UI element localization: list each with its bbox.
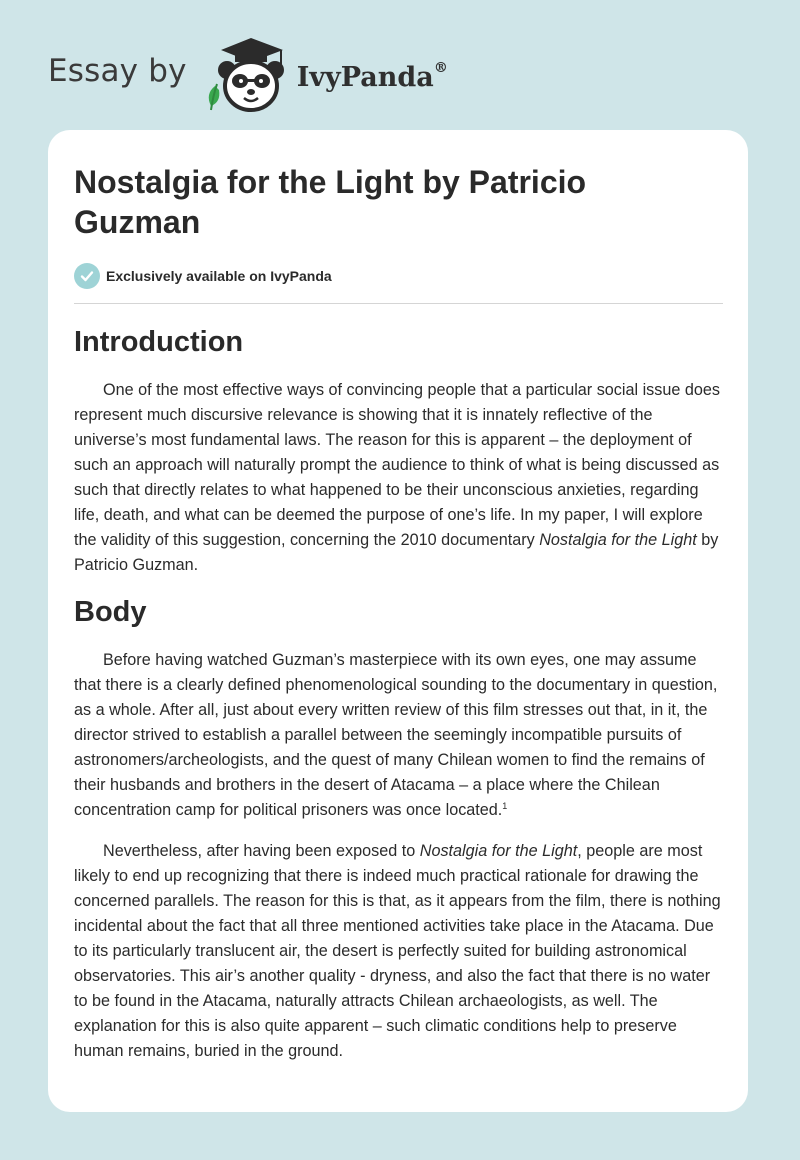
exclusive-badge bbox=[74, 263, 332, 289]
article-body bbox=[74, 322, 726, 1064]
exclusive-badge-label: Exclusively available on IvyPanda bbox=[106, 268, 332, 284]
page-title: Nostalgia for the Light by Patricio Guzman bbox=[74, 164, 587, 240]
check-circle-icon bbox=[74, 263, 100, 289]
essay-by-label: Essay by bbox=[48, 53, 187, 89]
site-header bbox=[48, 34, 448, 114]
body-paragraph-2: Nevertheless, after having been exposed to Nostalgia for the Light, people are most likely to end up recognizing that there is indeed much practical rationale for drawing the concerned parallels. The reason for this is that, as it appears from the film, there is nothing incidental about the fact that all three mentioned activities take place in the Atacama. Due to its particularly translucent air, the desert is perfectly suited for building astronomical observatories. This air’s another quality - dryness, and also the fact that there is no water to be found in the Atacama, naturally attracts Chilean archaeologists, as well. The explanation for this is also quite apparent – such climatic conditions help to preserve human remains, buried in the ground. bbox=[74, 842, 721, 1060]
brand-name[interactable]: IvyPanda® bbox=[296, 59, 448, 93]
divider bbox=[74, 303, 723, 304]
panda-graduate-logo-icon[interactable] bbox=[201, 34, 293, 114]
section-heading-introduction: Introduction bbox=[74, 326, 244, 358]
footnote-ref[interactable]: 1 bbox=[502, 801, 508, 811]
intro-paragraph: One of the most effective ways of convincing people that a particular social issue does represent much discursive relevance is showing that it is innately reflective of the universe’s most fundamental laws. The reason for this is apparent – the deployment of such an approach will naturally prompt the audience to think of what is being discussed as such that directly relates to what happened to be their unconscious anxieties, regarding life, death, and what can be deemed the purpose of one’s life. In my paper, I will explore the validity of this suggestion, concerning the 2010 documentary Nostalgia for the Light by Patricio Guzman. bbox=[74, 381, 720, 574]
body-paragraph-1: Before having watched Guzman’s masterpiece with its own eyes, one may assume that there is a clearly defined phenomenological sounding to the documentary in question, as a whole. After all, just about every written review of this film stresses out that, in it, the director strived to establish a parallel between the seemingly incompatible pursuits of astronomers/archeologists, and the quest of many Chilean women to find the remains of their husbands and brothers in the desert of Atacama – a place where the Chilean concentration camp for political prisoners was once located.$^1$ bbox=[74, 651, 718, 819]
section-heading-body: Body bbox=[74, 596, 147, 628]
essay-card bbox=[48, 130, 748, 1112]
